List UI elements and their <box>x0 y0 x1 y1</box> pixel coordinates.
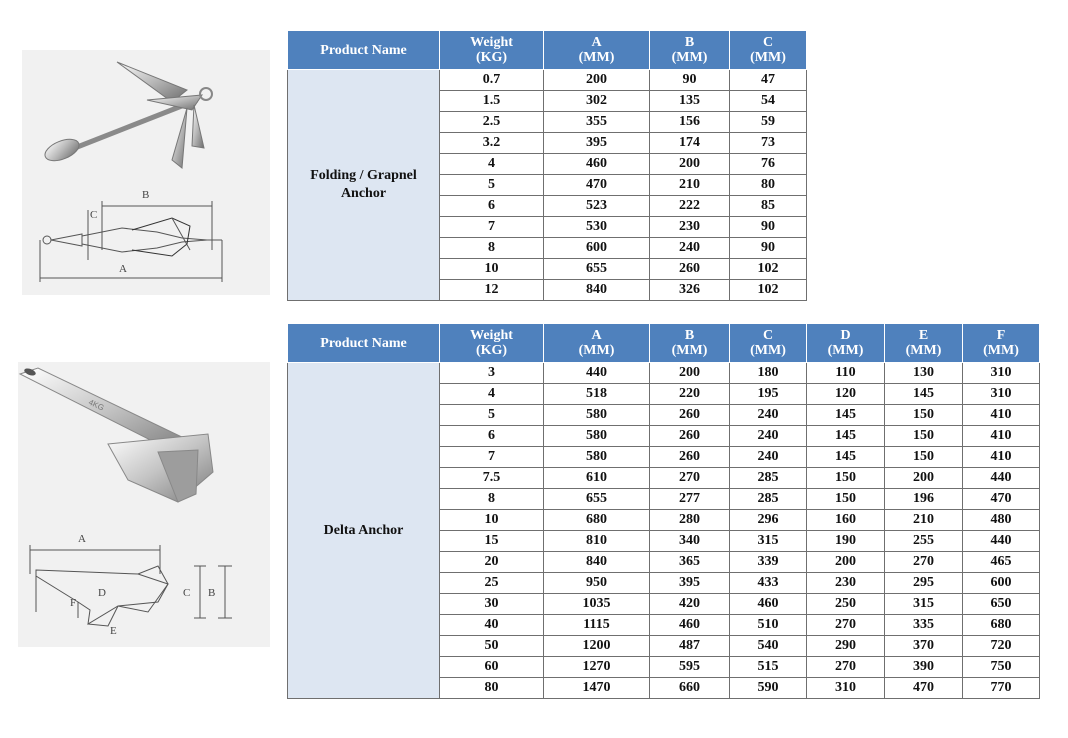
cell-c: 73 <box>730 133 807 154</box>
cell-c: 460 <box>730 594 807 615</box>
cell-f: 440 <box>963 531 1040 552</box>
cell-e: 370 <box>885 636 963 657</box>
cell-e: 130 <box>885 363 963 384</box>
cell-c: 59 <box>730 112 807 133</box>
cell-b: 200 <box>650 363 730 384</box>
cell-e: 150 <box>885 405 963 426</box>
cell-weight: 7.5 <box>440 468 544 489</box>
cell-e: 150 <box>885 426 963 447</box>
col-header-product-name: Product Name <box>288 31 440 70</box>
cell-c: 285 <box>730 468 807 489</box>
cell-a: 440 <box>544 363 650 384</box>
folding-anchor-spec-table <box>287 30 807 301</box>
cell-f: 440 <box>963 468 1040 489</box>
table-header-row <box>288 31 807 70</box>
cell-f: 410 <box>963 405 1040 426</box>
cell-b: 210 <box>650 175 730 196</box>
cell-b: 260 <box>650 405 730 426</box>
cell-f: 410 <box>963 426 1040 447</box>
col-header-a: A (MM) <box>544 324 650 363</box>
folding-anchor-image <box>22 50 270 295</box>
cell-b: 326 <box>650 280 730 301</box>
cell-a: 580 <box>544 405 650 426</box>
cell-a: 580 <box>544 447 650 468</box>
diagram-label-b: B <box>142 189 150 201</box>
cell-b: 280 <box>650 510 730 531</box>
cell-d: 145 <box>807 405 885 426</box>
cell-a: 460 <box>544 154 650 175</box>
cell-weight: 3.2 <box>440 133 544 154</box>
col-header-weight: Weight (KG) <box>440 324 544 363</box>
col-header-a: A (MM) <box>544 31 650 70</box>
cell-b: 365 <box>650 552 730 573</box>
cell-d: 230 <box>807 573 885 594</box>
cell-e: 150 <box>885 447 963 468</box>
cell-weight: 1.5 <box>440 91 544 112</box>
cell-c: 240 <box>730 405 807 426</box>
diagram-label-b: B <box>208 587 216 599</box>
anchor-fluke <box>117 62 187 102</box>
table-row <box>288 363 1040 384</box>
cell-e: 196 <box>885 489 963 510</box>
cell-d: 160 <box>807 510 885 531</box>
cell-b: 174 <box>650 133 730 154</box>
cell-c: 195 <box>730 384 807 405</box>
cell-c: 76 <box>730 154 807 175</box>
cell-e: 470 <box>885 678 963 699</box>
cell-weight: 15 <box>440 531 544 552</box>
cell-a: 200 <box>544 70 650 91</box>
cell-a: 1035 <box>544 594 650 615</box>
product-name-cell: Delta Anchor <box>288 363 440 699</box>
cell-c: 240 <box>730 447 807 468</box>
col-header-d: D (MM) <box>807 324 885 363</box>
table-header-row <box>288 324 1040 363</box>
cell-weight: 6 <box>440 196 544 217</box>
cell-a: 1115 <box>544 615 650 636</box>
cell-weight: 3 <box>440 363 544 384</box>
cell-b: 230 <box>650 217 730 238</box>
folding-anchor-drawing <box>40 201 222 282</box>
table-row <box>288 70 807 91</box>
cell-c: 240 <box>730 426 807 447</box>
cell-b: 395 <box>650 573 730 594</box>
cell-c: 590 <box>730 678 807 699</box>
product-name-cell: Folding / Grapnel Anchor <box>288 70 440 301</box>
cell-c: 102 <box>730 280 807 301</box>
cell-c: 339 <box>730 552 807 573</box>
diagram-label-f: F <box>70 597 77 609</box>
cell-f: 750 <box>963 657 1040 678</box>
cell-c: 433 <box>730 573 807 594</box>
cell-weight: 4 <box>440 154 544 175</box>
cell-f: 410 <box>963 447 1040 468</box>
cell-f: 770 <box>963 678 1040 699</box>
cell-b: 156 <box>650 112 730 133</box>
cell-b: 487 <box>650 636 730 657</box>
cell-b: 277 <box>650 489 730 510</box>
cell-c: 85 <box>730 196 807 217</box>
cell-d: 145 <box>807 447 885 468</box>
cell-a: 810 <box>544 531 650 552</box>
cell-c: 315 <box>730 531 807 552</box>
cell-c: 90 <box>730 217 807 238</box>
cell-b: 240 <box>650 238 730 259</box>
cell-weight: 7 <box>440 217 544 238</box>
cell-weight: 12 <box>440 280 544 301</box>
cell-a: 518 <box>544 384 650 405</box>
cell-c: 47 <box>730 70 807 91</box>
cell-b: 270 <box>650 468 730 489</box>
anchor-ring <box>200 88 212 100</box>
cell-weight: 25 <box>440 573 544 594</box>
cell-c: 515 <box>730 657 807 678</box>
cell-f: 480 <box>963 510 1040 531</box>
cell-d: 120 <box>807 384 885 405</box>
cell-e: 295 <box>885 573 963 594</box>
cell-f: 310 <box>963 384 1040 405</box>
cell-d: 270 <box>807 615 885 636</box>
cell-weight: 8 <box>440 238 544 259</box>
cell-b: 340 <box>650 531 730 552</box>
delta-anchor-drawing <box>30 545 232 626</box>
col-header-e: E (MM) <box>885 324 963 363</box>
cell-c: 285 <box>730 489 807 510</box>
cell-a: 840 <box>544 552 650 573</box>
cell-d: 150 <box>807 489 885 510</box>
cell-c: 540 <box>730 636 807 657</box>
cell-b: 260 <box>650 447 730 468</box>
cell-b: 200 <box>650 154 730 175</box>
cell-weight: 30 <box>440 594 544 615</box>
cell-weight: 10 <box>440 259 544 280</box>
cell-e: 200 <box>885 468 963 489</box>
cell-weight: 60 <box>440 657 544 678</box>
diagram-label-c: C <box>90 209 98 221</box>
cell-weight: 10 <box>440 510 544 531</box>
anchor-fluke <box>192 105 204 148</box>
cell-f: 310 <box>963 363 1040 384</box>
col-header-b: B (MM) <box>650 324 730 363</box>
cell-f: 600 <box>963 573 1040 594</box>
cell-a: 395 <box>544 133 650 154</box>
cell-f: 470 <box>963 489 1040 510</box>
cell-a: 655 <box>544 489 650 510</box>
cell-c: 510 <box>730 615 807 636</box>
cell-a: 302 <box>544 91 650 112</box>
cell-b: 460 <box>650 615 730 636</box>
cell-a: 600 <box>544 238 650 259</box>
cell-d: 250 <box>807 594 885 615</box>
cell-c: 90 <box>730 238 807 259</box>
cell-b: 595 <box>650 657 730 678</box>
cell-f: 680 <box>963 615 1040 636</box>
col-header-b: B (MM) <box>650 31 730 70</box>
cell-a: 1470 <box>544 678 650 699</box>
cell-weight: 8 <box>440 489 544 510</box>
cell-a: 680 <box>544 510 650 531</box>
cell-weight: 0.7 <box>440 70 544 91</box>
cell-e: 270 <box>885 552 963 573</box>
col-header-product-name: Product Name <box>288 324 440 363</box>
cell-weight: 7 <box>440 447 544 468</box>
cell-c: 54 <box>730 91 807 112</box>
cell-a: 355 <box>544 112 650 133</box>
cell-c: 180 <box>730 363 807 384</box>
cell-b: 220 <box>650 384 730 405</box>
cell-e: 255 <box>885 531 963 552</box>
cell-e: 315 <box>885 594 963 615</box>
cell-a: 1200 <box>544 636 650 657</box>
diagram-label-c: C <box>183 587 191 599</box>
cell-weight: 20 <box>440 552 544 573</box>
cell-a: 470 <box>544 175 650 196</box>
cell-d: 310 <box>807 678 885 699</box>
col-header-c: C (MM) <box>730 324 807 363</box>
cell-e: 390 <box>885 657 963 678</box>
cell-e: 210 <box>885 510 963 531</box>
cell-weight: 5 <box>440 175 544 196</box>
cell-c: 80 <box>730 175 807 196</box>
diagram-label-a: A <box>119 263 127 275</box>
cell-weight: 2.5 <box>440 112 544 133</box>
cell-d: 200 <box>807 552 885 573</box>
cell-d: 190 <box>807 531 885 552</box>
diagram-label-e: E <box>110 625 117 637</box>
delta-anchor-spec-table <box>287 323 1040 699</box>
cell-a: 610 <box>544 468 650 489</box>
cell-b: 260 <box>650 426 730 447</box>
cell-e: 145 <box>885 384 963 405</box>
diagram-label-a: A <box>78 533 86 545</box>
diagram-label-d: D <box>98 587 106 599</box>
cell-f: 650 <box>963 594 1040 615</box>
delta-anchor-image <box>18 362 270 647</box>
col-header-f: F (MM) <box>963 324 1040 363</box>
cell-f: 465 <box>963 552 1040 573</box>
cell-b: 222 <box>650 196 730 217</box>
col-header-weight: Weight (KG) <box>440 31 544 70</box>
cell-b: 135 <box>650 91 730 112</box>
cell-a: 1270 <box>544 657 650 678</box>
cell-d: 145 <box>807 426 885 447</box>
cell-a: 580 <box>544 426 650 447</box>
cell-weight: 50 <box>440 636 544 657</box>
col-header-c: C (MM) <box>730 31 807 70</box>
cell-b: 660 <box>650 678 730 699</box>
cell-weight: 40 <box>440 615 544 636</box>
cell-weight: 5 <box>440 405 544 426</box>
cell-d: 110 <box>807 363 885 384</box>
cell-f: 720 <box>963 636 1040 657</box>
cell-c: 296 <box>730 510 807 531</box>
cell-a: 523 <box>544 196 650 217</box>
anchor-crown <box>42 135 82 165</box>
cell-weight: 4 <box>440 384 544 405</box>
cell-b: 90 <box>650 70 730 91</box>
cell-a: 655 <box>544 259 650 280</box>
cell-d: 150 <box>807 468 885 489</box>
anchor-stamp: 4KG <box>87 397 106 413</box>
cell-d: 270 <box>807 657 885 678</box>
cell-c: 102 <box>730 259 807 280</box>
cell-e: 335 <box>885 615 963 636</box>
cell-d: 290 <box>807 636 885 657</box>
anchor-fluke <box>172 108 187 168</box>
cell-a: 530 <box>544 217 650 238</box>
cell-weight: 80 <box>440 678 544 699</box>
cell-b: 260 <box>650 259 730 280</box>
cell-weight: 6 <box>440 426 544 447</box>
cell-a: 950 <box>544 573 650 594</box>
cell-a: 840 <box>544 280 650 301</box>
cell-b: 420 <box>650 594 730 615</box>
